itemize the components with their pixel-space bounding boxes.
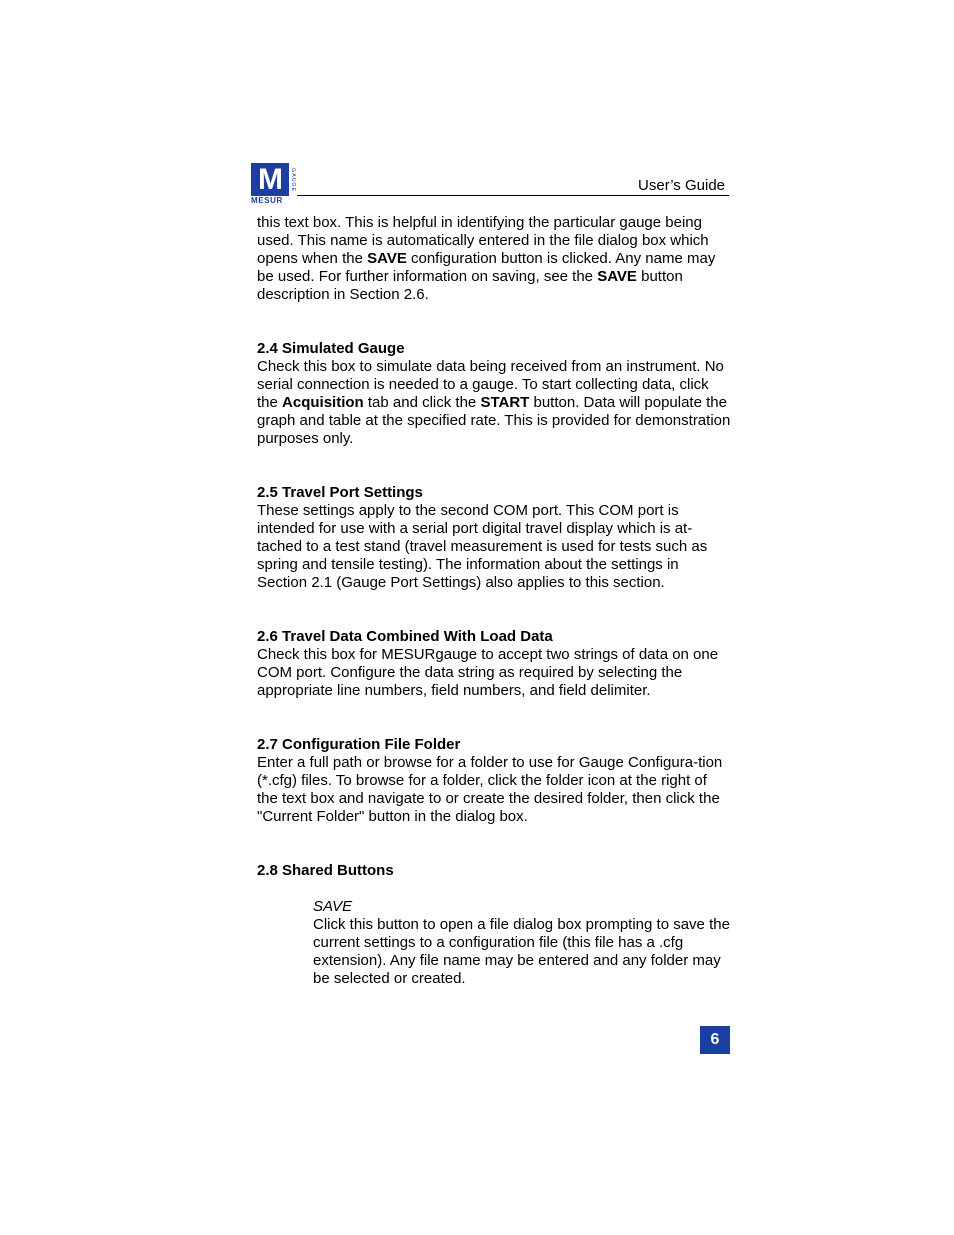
intro-save-bold-2: SAVE [597,268,637,285]
section-travel-port-settings [257,484,731,592]
logo-side-text [290,163,296,196]
section-heading: 2.6 Travel Data Combined With Load Data [257,628,553,645]
mesurgauge-logo [251,163,295,205]
logo-letter: M [258,162,282,196]
intro-text-3: button description in Section 2.6. [257,268,683,303]
s24-acquisition-bold: Acquisition [282,394,364,411]
section-paragraph: These settings apply to the second COM port. This COM port is intended for use with a serial port digital travel display which is at-tached to a test stand (travel measurement is used for tests such as spring and tensile testing). The information about the settings in Section 2.1 (Gauge Port Settings) also applies to this section. [257,502,708,591]
s24-text-2: tab and click the [363,394,481,411]
page-number-badge: 6 [700,1026,730,1054]
logo-wordmark: MESUR [251,196,283,205]
header-divider [297,195,729,196]
logo-badge [251,163,289,196]
s24-text-1: Check this box to simulate data being received from an instrument. No serial connection is needed to a gauge. To start collecting data, click the [257,358,724,411]
section-heading: 2.8 Shared Buttons [257,862,394,879]
section-simulated-gauge [257,340,731,448]
intro-text-2: configuration button is clicked. Any name may be used. For further information on saving, see the [257,250,716,285]
logo-side-label: GAUGE [290,167,296,192]
section-shared-buttons [257,862,731,988]
section-paragraph: Enter a full path or browse for a folder to use for Gauge Configura-tion (*.cfg) files. To browse for a folder, click the folder icon at the right of the text box and navigate to or create the desired folder, then click the "Current Folder" button in the dialog box. [257,754,723,825]
subsection-paragraph: Click this button to open a file dialog box prompting to save the current settings to a configuration file (this file has a .cfg extension). Any file name may be entered and any folder may be selected or created. [313,916,730,987]
intro-text-1: this text box. This is helpful in identifying the particular gauge being used. This name is automatically entered in the file dialog box which opens when the [257,214,709,267]
section-configuration-file-folder [257,736,731,826]
section-heading: 2.4 Simulated Gauge [257,340,405,357]
page-header-title: User’s Guide [638,177,725,194]
section-heading: 2.7 Configuration File Folder [257,736,461,753]
section-paragraph [257,358,731,448]
intro-save-bold-1: SAVE [367,250,407,267]
s24-start-bold: START [480,394,530,411]
subsection-save [313,898,731,988]
subsection-title: SAVE [313,898,353,915]
section-heading: 2.5 Travel Port Settings [257,484,423,501]
section-travel-data-combined [257,628,731,700]
intro-paragraph [257,214,731,304]
section-paragraph: Check this box for MESURgauge to accept two strings of data on one COM port. Configure the data string as required by selecting the appropriate line numbers, field numbers, and field delimiter. [257,646,719,699]
document-body [257,214,731,988]
s24-text-3: button. Data will populate the graph and table at the specified rate. This is provided for demonstration purposes only. [257,394,731,447]
